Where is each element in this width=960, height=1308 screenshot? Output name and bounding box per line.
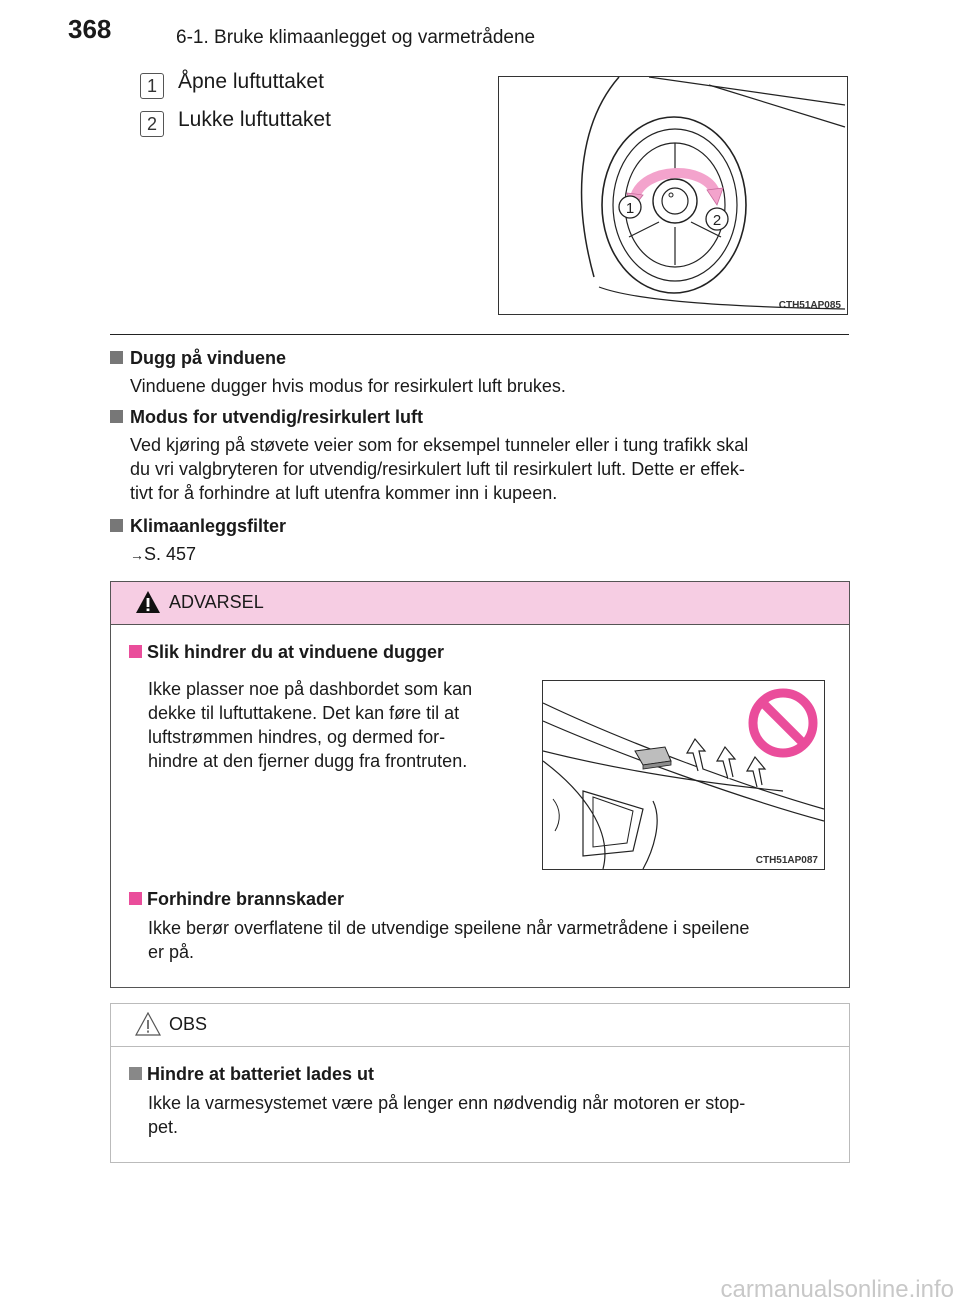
- warning-item-title: Slik hindrer du at vinduene dugger: [129, 642, 829, 663]
- note-item: [110, 348, 850, 398]
- callout-text: Lukke luftuttaket: [178, 108, 331, 131]
- note-item: [110, 407, 850, 505]
- air-vent-figure: [498, 76, 848, 315]
- callout-number: 1: [140, 73, 164, 99]
- note-item: [110, 516, 850, 567]
- page-reference[interactable]: S. 457: [144, 544, 197, 564]
- callout-number: 2: [140, 111, 164, 137]
- warning-item-body: Ikke berør overflatene til de utvendige speilene når varmetrådene i speilene er på.: [148, 918, 750, 962]
- warning-item-body: Ikke plasser noe på dashbordet som kan dekke til luftuttakene. Det kan føre til at luftstrømmen hindres, og dermed for- hindre at den fjerner dugg fra frontruten.: [148, 679, 473, 771]
- section-title: 6-1. Bruke klimaanlegget og varmetrådene: [176, 27, 536, 48]
- note-title: Dugg på vinduene: [110, 348, 850, 369]
- watermark: carmanualsonline.info: [720, 1276, 954, 1303]
- air-vent-illustration-icon: [499, 77, 847, 314]
- figure-label: 2: [712, 212, 722, 229]
- warning-triangle-icon: [135, 590, 161, 614]
- bullet-square-icon: [110, 410, 123, 423]
- caution-triangle-icon: [135, 1012, 161, 1036]
- arrow-right-icon: →: [130, 547, 144, 563]
- figure-label: 1: [625, 200, 635, 217]
- note-body: Vinduene dugger hvis modus for resirkulert luft brukes.: [130, 376, 566, 396]
- warning-item-title: Forhindre brannskader: [129, 889, 839, 910]
- notice-label: OBS: [169, 1014, 208, 1034]
- warning-item: [129, 889, 839, 964]
- warning-box: [110, 581, 850, 988]
- note-title: Klimaanleggsfilter: [110, 516, 850, 537]
- figure-code: CTH51AP087: [755, 855, 818, 866]
- note-title: Modus for utvendig/resirkulert luft: [110, 407, 850, 428]
- notice-item-body: Ikke la varmesystemet være på lenger enn nødvendig når motoren er stop- pet.: [148, 1093, 746, 1137]
- notice-item-title: Hindre at batteriet lades ut: [129, 1064, 839, 1085]
- page-number: 368: [68, 14, 112, 44]
- figure-code: CTH51AP085: [778, 300, 841, 311]
- note-body: Ved kjøring på støvete veier som for eksempel tunneler eller i tung trafikk skal du vri valgbryteren for utvendig/resirkulert luft til resirkulert luft. Dette er effek- tivt for å forhindre at luft utenfra kommer inn i kupeen.: [130, 435, 749, 503]
- notice-header: [111, 1004, 849, 1047]
- notice-box: [110, 1003, 850, 1163]
- callout-text: Åpne luftuttaket: [178, 70, 324, 93]
- bullet-square-icon: [110, 351, 123, 364]
- section-divider: [110, 334, 849, 335]
- notice-item: [129, 1064, 839, 1139]
- dashboard-figure: [542, 680, 825, 870]
- bullet-square-icon: [110, 519, 123, 532]
- bullet-square-icon: [129, 645, 142, 658]
- warning-label: ADVARSEL: [169, 592, 264, 612]
- bullet-square-icon: [129, 1067, 142, 1080]
- warning-header: [111, 582, 849, 625]
- dashboard-illustration-icon: [543, 681, 824, 869]
- note-body: [130, 542, 850, 567]
- bullet-square-icon: [129, 892, 142, 905]
